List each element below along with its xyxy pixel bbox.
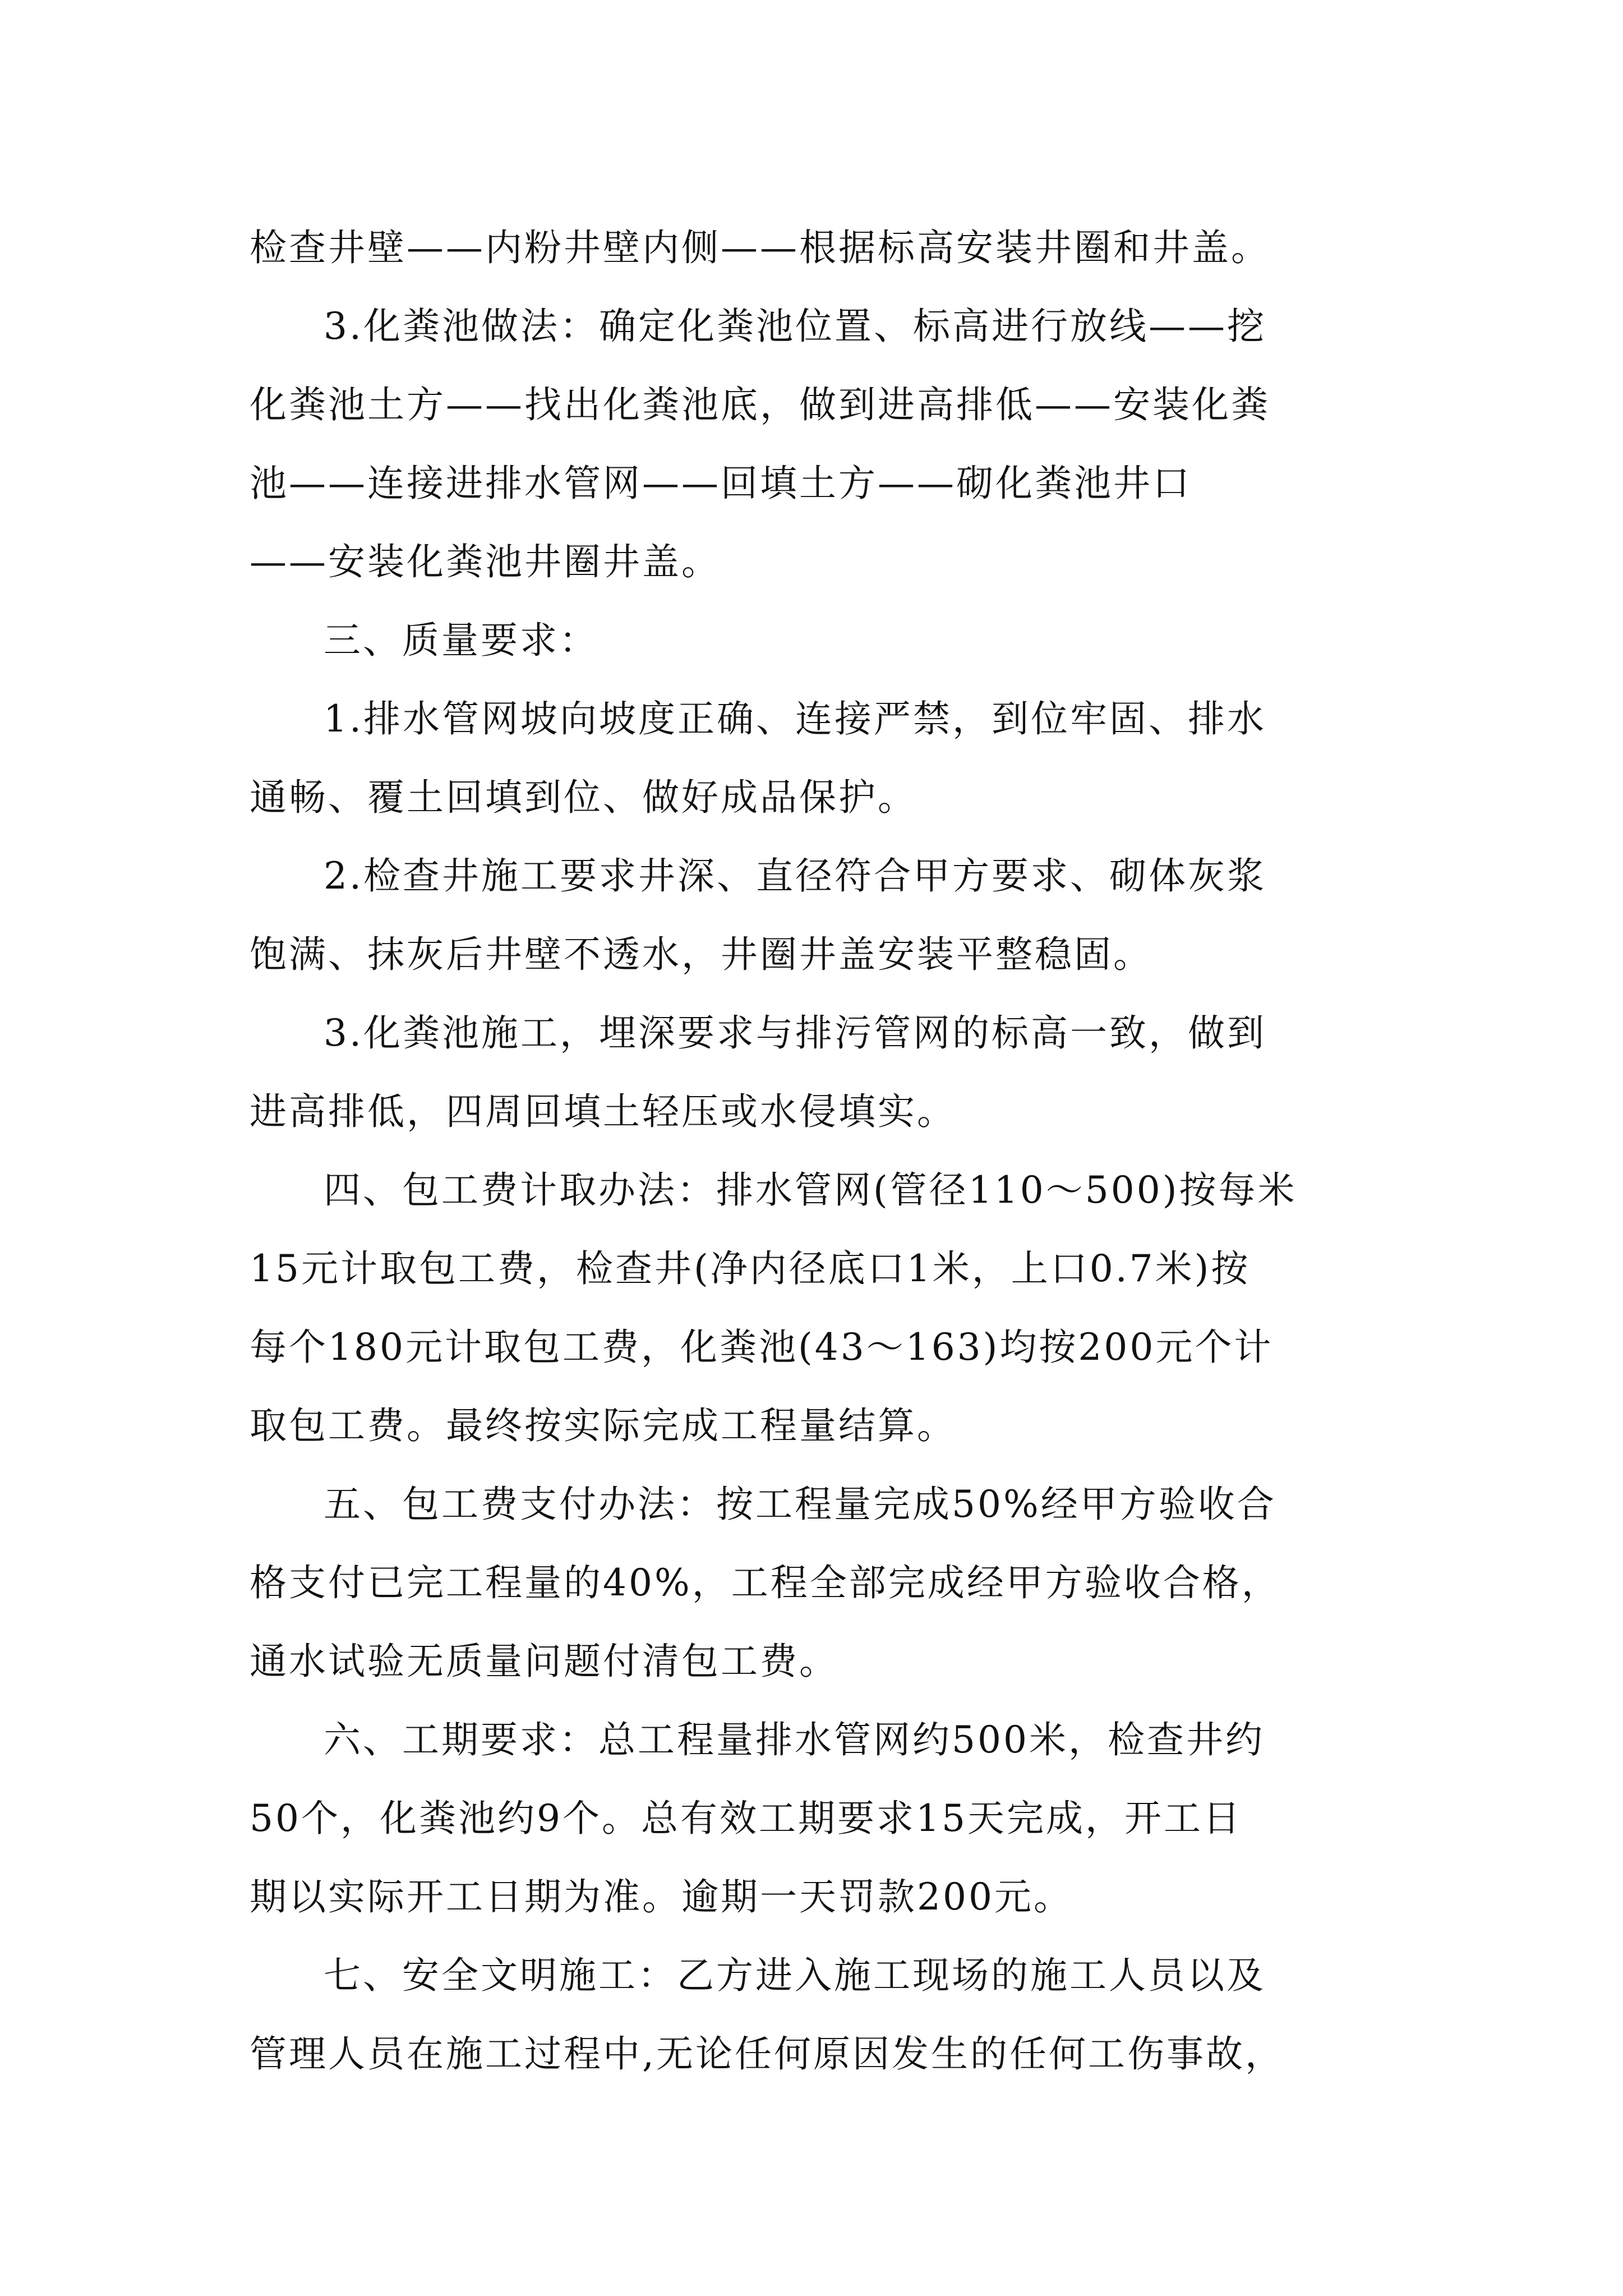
section-heading-schedule: 六、工期要求：总工程量排水管网约500米，检查井约 bbox=[324, 1718, 1265, 1761]
paragraph-line-continuation: 检查井壁——内粉井壁内侧——根据标高安装井圈和井盖。 bbox=[250, 226, 1270, 269]
paragraph-line: 15元计取包工费，检查井(净内径底口1米，上口0.7米)按 bbox=[250, 1247, 1251, 1290]
paragraph-line: 池——连接进排水管网——回填土方——砌化粪池井口 bbox=[250, 462, 1192, 505]
paragraph-line: 期以实际开工日期为准。逾期一天罚款200元。 bbox=[250, 1875, 1073, 1918]
paragraph-line: 饱满、抹灰后井壁不透水，井圈井盖安装平整稳固。 bbox=[250, 933, 1152, 976]
section-heading-fee-calculation: 四、包工费计取办法：排水管网(管径110～500)按每米 bbox=[324, 1168, 1297, 1212]
paragraph-line: 化粪池土方——找出化粪池底，做到进高排低——安装化粪 bbox=[250, 383, 1270, 426]
paragraph-line: ——安装化粪池井圈井盖。 bbox=[250, 540, 721, 583]
section-heading-fee-payment: 五、包工费支付办法：按工程量完成50%经甲方验收合 bbox=[324, 1483, 1276, 1526]
paragraph-line: 50个，化粪池约9个。总有效工期要求15天完成，开工日 bbox=[250, 1797, 1242, 1840]
paragraph-line: 通水试验无质量问题付清包工费。 bbox=[250, 1640, 838, 1683]
paragraph-line-septic-method: 3.化粪池做法：确定化粪池位置、标高进行放线——挖 bbox=[324, 305, 1266, 348]
section-heading-safety: 七、安全文明施工：乙方进入施工现场的施工人员以及 bbox=[324, 1954, 1266, 1997]
paragraph-line: 取包工费。最终按实际完成工程量结算。 bbox=[250, 1404, 956, 1447]
document-body bbox=[250, 209, 1388, 2093]
paragraph-line: 进高排低，四周回填土轻压或水侵填实。 bbox=[250, 1090, 956, 1133]
paragraph-line: 每个180元计取包工费，化粪池(43～163)均按200元个计 bbox=[250, 1326, 1274, 1369]
paragraph-line-quality-3: 3.化粪池施工，埋深要求与排污管网的标高一致，做到 bbox=[324, 1011, 1266, 1055]
paragraph-line-quality-1: 1.排水管网坡向坡度正确、连接严禁，到位牢固、排水 bbox=[324, 697, 1266, 740]
paragraph-line-quality-2: 2.检查井施工要求井深、直径符合甲方要求、砌体灰浆 bbox=[324, 854, 1266, 898]
paragraph-line: 格支付已完工程量的40%，工程全部完成经甲方验收合格， bbox=[250, 1561, 1281, 1604]
section-heading-quality: 三、质量要求： bbox=[324, 619, 598, 662]
paragraph-line: 管理人员在施工过程中,无论任何原因发生的任何工伤事故， bbox=[250, 2032, 1284, 2076]
paragraph-line: 通畅、覆土回填到位、做好成品保护。 bbox=[250, 776, 917, 819]
